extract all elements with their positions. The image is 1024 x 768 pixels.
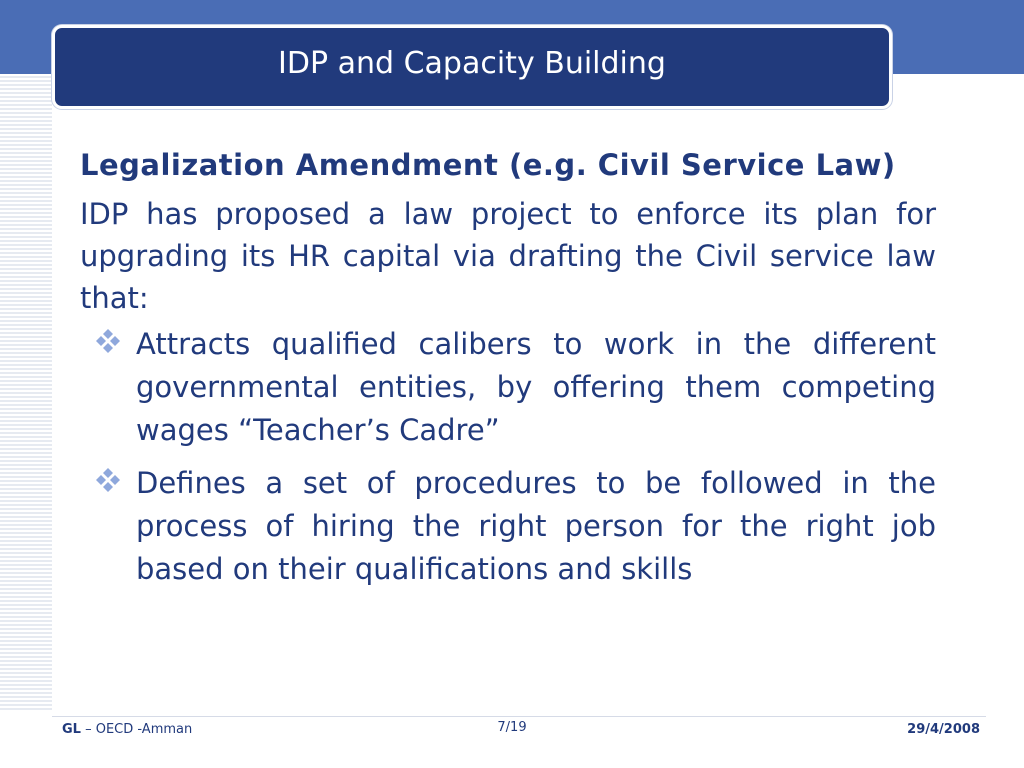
page-number: 7/19 xyxy=(497,720,527,735)
decorative-stripes xyxy=(0,0,52,712)
footer-date: 29/4/2008 xyxy=(907,722,980,737)
footer-brand: GL xyxy=(62,722,81,737)
title-banner xyxy=(52,25,892,109)
slide-body xyxy=(80,144,936,601)
section-heading: Legalization Amendment (e.g. Civil Service Law) xyxy=(80,148,896,182)
bullet-item xyxy=(80,462,936,591)
bullet-text: Defines a set of procedures to be followed in the process of hiring the right person for the right job based on their qualifications and skills xyxy=(136,466,936,586)
footer-divider xyxy=(52,716,986,717)
bullet-text: Attracts qualified calibers to work in the different governmental entities, by offering them competing wages “Teacher’s Cadre” xyxy=(136,327,936,447)
intro-paragraph: IDP has proposed a law project to enforce its plan for upgrading its HR capital via drafting the Civil service law that: xyxy=(80,197,936,315)
bullet-list xyxy=(80,323,936,591)
four-diamond-bullet-icon xyxy=(94,327,122,355)
slide-title: IDP and Capacity Building xyxy=(278,46,666,81)
footer-org-text: – OECD -Amman xyxy=(80,722,193,737)
bullet-item xyxy=(80,323,936,452)
four-diamond-bullet-icon xyxy=(94,466,122,494)
